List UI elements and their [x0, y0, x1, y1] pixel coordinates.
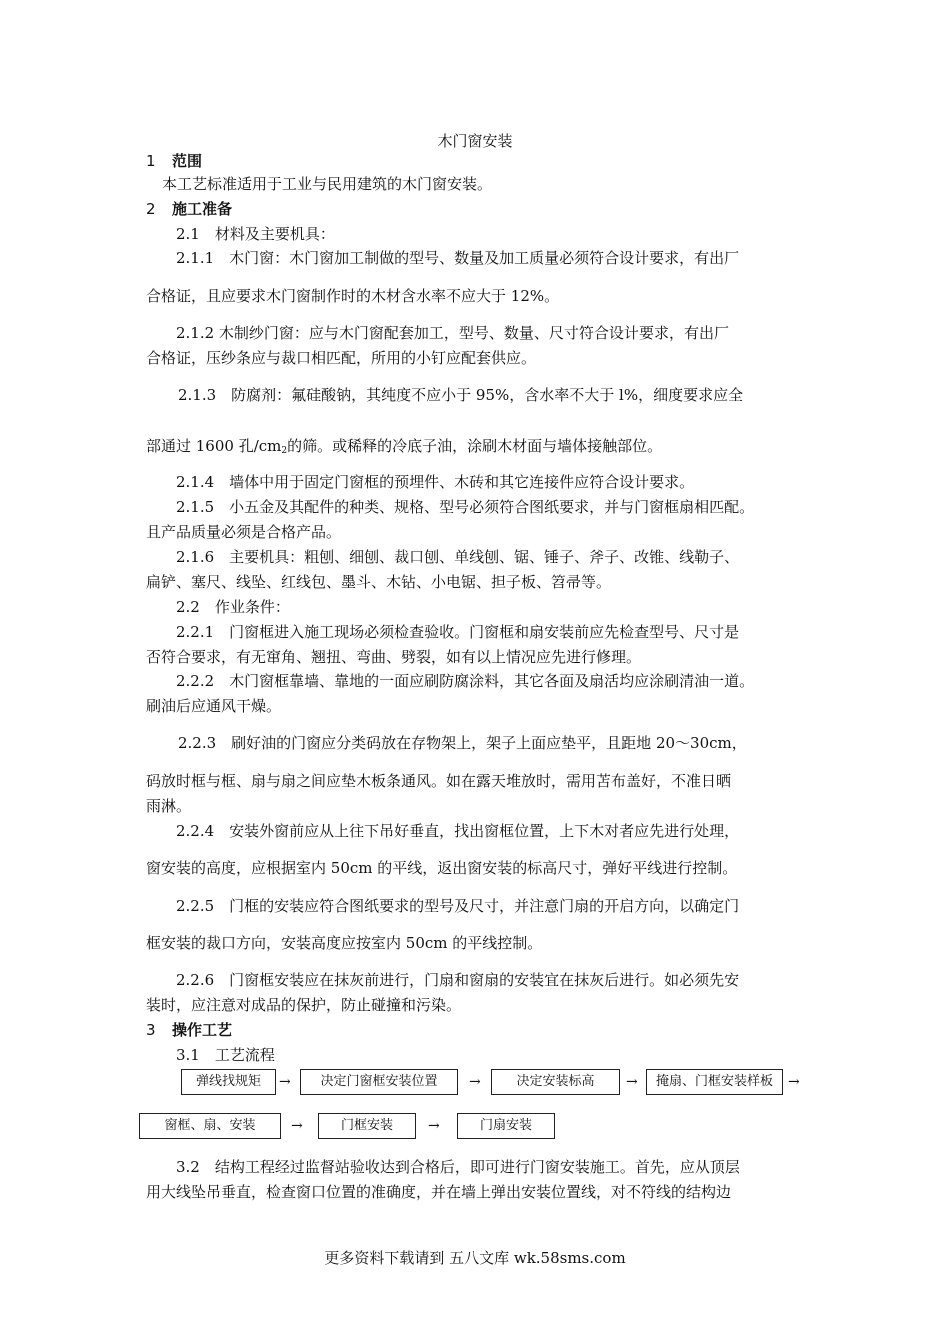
flow-arrow: → — [291, 1118, 303, 1134]
text-line: 3.2 结构工程经过监督站验收达到合格后，即可进行门窗安装施工。首先，应从顶层 — [176, 1158, 740, 1176]
section-1-heading — [146, 151, 202, 171]
section-3-heading — [146, 1020, 232, 1040]
flow-step-4: 掩扇、门框安装样板 — [646, 1069, 783, 1095]
text-line: 2.2.6 门窗框安装应在抹灰前进行，门扇和窗扇的安装宜在抹灰后进行。如必须先安 — [176, 971, 740, 989]
footer-text: 更多资料下载请到 五八文库 wk.58sms.com — [324, 1249, 626, 1267]
section-title: 操作工艺 — [172, 1021, 233, 1039]
flow-step-2: 决定门窗框安装位置 — [300, 1069, 458, 1095]
text-line: 2.1.6 主要机具：粗刨、细刨、裁口刨、单线刨、锯、锤子、斧子、改锥、线勒子、 — [176, 548, 740, 566]
flow-step-1: 弹线找规矩 — [181, 1069, 276, 1095]
flow-step-7: 门扇安装 — [457, 1113, 555, 1139]
text-line: 刷油后应通风干燥。 — [146, 697, 282, 715]
section-number: 2 — [146, 200, 156, 218]
section-2-heading — [146, 199, 232, 219]
text-line: 且产品质量必须是合格产品。 — [146, 523, 342, 541]
text-line: 雨淋。 — [146, 797, 192, 815]
text-line — [146, 436, 662, 461]
section-number: 3 — [146, 1021, 156, 1039]
section-number: 1 — [146, 152, 156, 170]
text-line: 扁铲、塞尺、线坠、红线包、墨斗、木钻、小电锯、担子板、笤帚等。 — [146, 573, 612, 591]
text-line: 框安装的裁口方向，安装高度应按室内 50cm 的平线控制。 — [146, 934, 543, 952]
text-line: 否符合要求，有无窜角、翘扭、弯曲、劈裂，如有以上情况应先进行修理。 — [146, 648, 642, 666]
text-line: 合格证，压纱条应与裁口相匹配，所用的小钉应配套供应。 — [146, 349, 537, 367]
text-line: 2.2.3 刷好油的门窗应分类码放在存物架上，架子上面应垫平，且距地 20～30cm， — [178, 734, 747, 752]
text-line: 窗安装的高度，应根据室内 50cm 的平线，返出窗安装的标高尺寸，弹好平线进行控制。 — [146, 859, 738, 877]
flow-step-5: 窗框、扇、安装 — [139, 1113, 281, 1139]
text-part: 的筛。或稀释的冷底子油，涂刷木材面与墙体接触部位。 — [287, 437, 663, 455]
text-line: 2.1.5 小五金及其配件的种类、规格、型号必须符合图纸要求，并与门窗框扇相匹配。 — [176, 498, 755, 516]
text-line: 2.2.4 安装外窗前应从上往下吊好垂直，找出窗框位置，上下木对者应先进行处理， — [176, 822, 740, 840]
flow-arrow: → — [279, 1074, 291, 1090]
section-title: 范围 — [172, 152, 203, 170]
page-title: 木门窗安装 — [437, 132, 513, 150]
section-title: 施工准备 — [172, 200, 233, 218]
flow-arrow: → — [788, 1074, 800, 1090]
flow-arrow: → — [428, 1118, 440, 1134]
text-line: 2.1.2 木制纱门窗：应与木门窗配套加工，型号、数量、尺寸符合设计要求，有出厂 — [176, 324, 729, 342]
text-line: 2.2.5 门框的安装应符合图纸要求的型号及尺寸，并注意门扇的开启方向，以确定门 — [176, 897, 740, 915]
text-line: 2.1.3 防腐剂：氟硅酸钠，其纯度不应小于 95%，含水率不大于 l%，细度要求应全 — [178, 386, 744, 404]
flow-arrow: → — [469, 1074, 481, 1090]
flow-arrow: → — [626, 1074, 638, 1090]
text-line: 码放时框与框、扇与扇之间应垫木板条通风。如在露天堆放时，需用苫布盖好，不准日晒 — [146, 772, 732, 790]
flow-step-3: 决定安装标高 — [491, 1069, 620, 1095]
text-line: 合格证，且应要求木门窗制作时的木材含水率不应大于 12%。 — [146, 287, 560, 305]
subsection-heading: 3.1 工艺流程 — [176, 1046, 275, 1064]
text-part: 部通过 1600 孔/cm — [146, 437, 282, 455]
flow-step-6: 门框安装 — [318, 1113, 416, 1139]
text-line: 2.2.2 木门窗框靠墙、靠地的一面应刷防腐涂料，其它各面及扇活均应涂刷清油一道。 — [176, 672, 755, 690]
text-line: 2.2.1 门窗框进入施工现场必须检查验收。门窗框和扇安装前应先检查型号、尺寸是 — [176, 623, 740, 641]
text-line: 2.1.1 木门窗：木门窗加工制做的型号、数量及加工质量必须符合设计要求，有出厂 — [176, 249, 740, 267]
subsection-heading: 2.2 作业条件： — [176, 598, 290, 616]
text-line: 装时，应注意对成品的保护，防止碰撞和污染。 — [146, 996, 462, 1014]
text-line: 2.1.4 墙体中用于固定门窗框的预埋件、木砖和其它连接件应符合设计要求。 — [176, 473, 695, 491]
paragraph: 本工艺标准适用于工业与民用建筑的木门窗安装。 — [162, 175, 493, 193]
subscript: 2 — [281, 446, 288, 456]
text-line: 用大线坠吊垂直，检查窗口位置的准确度，并在墙上弹出安装位置线，对不符线的结构边 — [146, 1183, 732, 1201]
subsection-heading: 2.1 材料及主要机具： — [176, 225, 335, 243]
